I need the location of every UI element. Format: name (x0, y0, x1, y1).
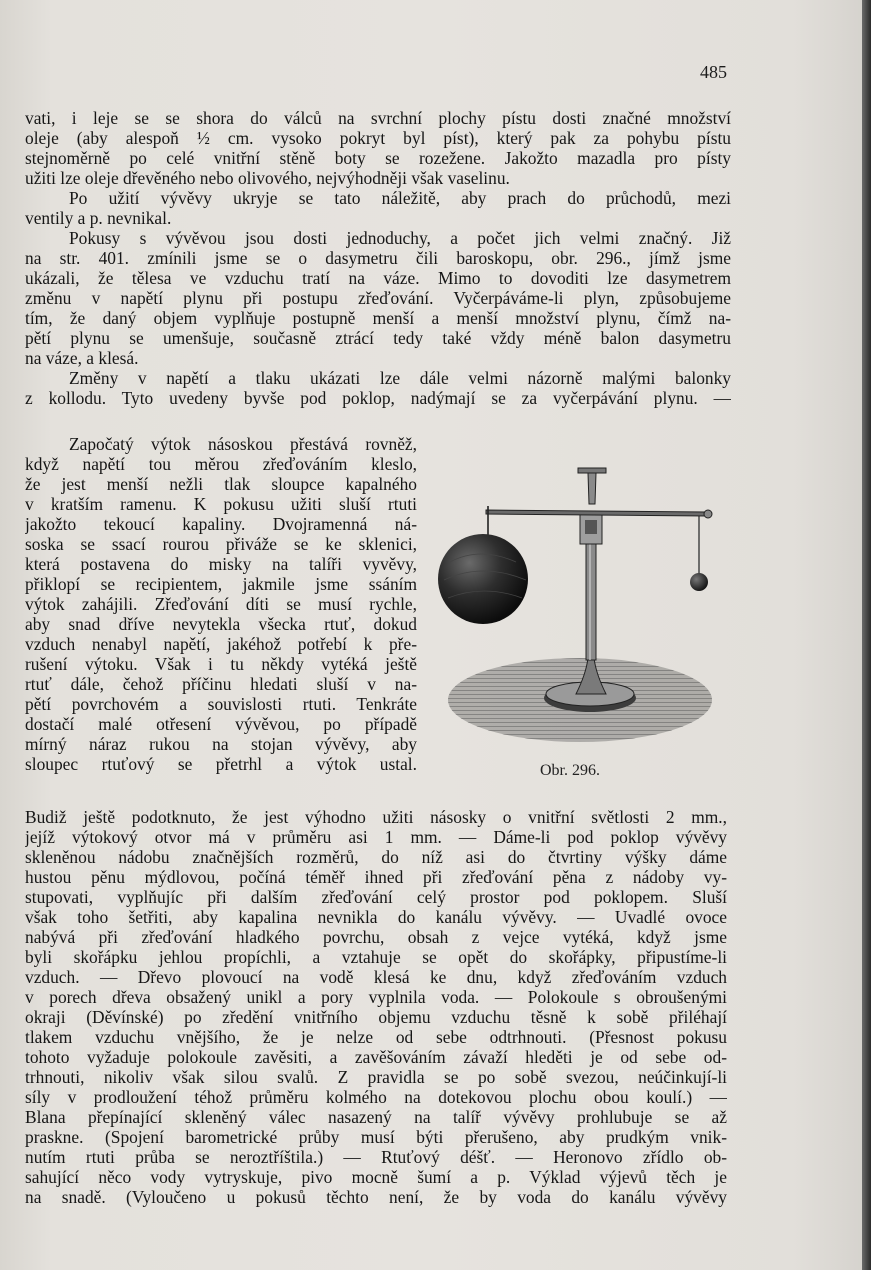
text-line: ventily a p. nevnikal. (25, 208, 172, 228)
text-line: vzduch. — Dřevo plovoucí na vodě klesá ke dnu, když zřeďováním vzduch (25, 967, 727, 987)
text-line: že jest menší nežli tlak sloupce kapalného (25, 474, 417, 494)
text-line: na str. 401. zmínili jsme se o dasymetru čili baroskopu, obr. 296., jímž jsme (25, 248, 731, 268)
text-line: skleněnou nádobu značnějších rozměrů, do níž asi do čtvrtiny výšky dáme (25, 847, 727, 867)
dasymeter-drawing (430, 462, 730, 762)
text-line: v porech dřeva obsažený unikl a pory vyplnila voda. — Polokoule s obroušenými (25, 987, 727, 1007)
dasymeter-illustration (430, 462, 730, 782)
top-text-block (25, 108, 731, 408)
text-line: stejnoměrně po celé vnitřní stěně boty se rozežene. Jakožto mazadla pro písty (25, 148, 731, 168)
figure-caption: Obr. 296. (540, 762, 600, 779)
text-line: sloupec rtuťový se přetrhl a výtok ustal. (25, 754, 417, 774)
text-line: na snadě. (Vyloučeno u pokusů těchto není, že by voda do kanálu vývěvy (25, 1187, 727, 1207)
text-line: z kollodu. Tyto uvedeny byvše pod poklop, nadýmají se za vyčerpávání plynu. — (25, 388, 731, 408)
text-line: jakožto tekoucí kapaliny. Dvojramenná ná- (25, 514, 417, 534)
page-edge-shadow (862, 0, 871, 1270)
text-line: vati, i leje se se shora do válců na svrchní plochy pístu dosti značné množství (25, 108, 731, 128)
text-line: Pokusy s vývěvou jsou dosti jednoduchy, a počet jich velmi značný. Již (69, 228, 731, 248)
text-line: tím, že daný objem vyplňuje postupně menší a menší množství plynu, čímž na- (25, 308, 731, 328)
page-number: 485 (700, 62, 727, 82)
left-text-block (25, 434, 417, 774)
text-line: tohoto vyžaduje polokoule zavěsiti, a zavěšováním závaží hleděti je od sebe od- (25, 1047, 727, 1067)
text-line: rušení výtoku. Však i tu někdy vytéká ještě (25, 654, 417, 674)
text-line: Započatý výtok násoskou přestává rovněž, (69, 434, 417, 454)
text-line: Změny v napětí a tlaku ukázati lze dále velmi názorně malými balonky (69, 368, 731, 388)
text-line: vzduch nenabyl napětí, jakéhož potřebí k pře- (25, 634, 417, 654)
text-line: aby snad dříve nevytekla všecka rtuť, dokud (25, 614, 417, 634)
text-line: Budiž ještě podotknuto, že jest výhodno užiti násosky o vnitřní světlosti 2 mm., (25, 807, 727, 827)
text-line: okraji (Děvínské) po zředění vnitřního objemu vzduchu těsně k sobě přiléhají (25, 1007, 727, 1027)
text-line: trhnouti, nikoliv však silou svalů. Z pravidla se po sobě svezou, neúčinkují-li (25, 1067, 727, 1087)
text-line: užiti lze oleje dřevěného nebo olivového, nejvýhodněji však vaselinu. (25, 168, 510, 188)
text-line: ukázali, že tělesa ve vzduchu tratí na váze. Mimo to dovoditi lze dasymetrem (25, 268, 731, 288)
text-line: však toho šetřiti, aby kapalina nevnikla do kanálu vývěvy. — Uvadlé ovoce (25, 907, 727, 927)
text-line: nutím rtuti průba se neroztříštila.) — Rtuťový déšť. — Heronovo zřídlo ob- (25, 1147, 727, 1167)
text-line: Blana přepínající skleněný válec nasazený na talíř vývěvy prohlubuje se až (25, 1107, 727, 1127)
text-line: hustou pěnu mýdlovou, počíná téměř ihned při zřeďování pěna z nádoby vy- (25, 867, 727, 887)
text-line: praskne. (Spojení barometrické průby musí býti přerušeno, aby prudkým vnik- (25, 1127, 727, 1147)
text-line: změnu v napětí plynu při postupu zřeďování. Vyčerpáváme-li plyn, způsobujeme (25, 288, 731, 308)
text-line: rtuť dále, čehož příčinu hledati sluší v na- (25, 674, 417, 694)
bottom-text-block (25, 807, 727, 1207)
text-line: v kratším ramenu. K pokusu užiti sluší rtuti (25, 494, 417, 514)
text-line: na váze, a klesá. (25, 348, 139, 368)
text-line: oleje (aby alespoň ½ cm. vysoko pokryt byl píst), který pak za pohybu pístu (25, 128, 731, 148)
text-line: přiklopí se recipientem, jakmile jsme ssáním (25, 574, 417, 594)
text-line: pětí povrchovém a souvislosti rtuti. Tenkráte (25, 694, 417, 714)
text-line: sahující něco vody vytryskuje, pivo mocně šumí a p. Výklad výjevů těch je (25, 1167, 727, 1187)
text-line: stupovati, vyplňujíc při dalším zřeďování celý prostor pod poklopem. Sluší (25, 887, 727, 907)
text-line: dostačí malé otřesení vývěvou, po případě (25, 714, 417, 734)
text-line: mírný náraz rukou na stojan vývěvy, aby (25, 734, 417, 754)
text-line: byli skořápku jehlou propíchli, a vztahuje se opět do skořápky, připustíme-li (25, 947, 727, 967)
text-line: pětí plynu se umenšuje, současně ztrácí tedy také vždy méně balon dasymetru (25, 328, 731, 348)
text-line: tlakem vzduchu vnějšího, že je nelze od sebe odtrhnouti. (Přesnost pokusu (25, 1027, 727, 1047)
text-line: nabývá při zřeďování hladkého povrchu, obsah z vejce vytéká, když jsme (25, 927, 727, 947)
text-line: která postavena do misky na talíři vyvěvy, (25, 554, 417, 574)
text-line: výtok zahájili. Zřeďování díti se musí rychle, (25, 594, 417, 614)
text-line: jejíž výtokový otvor má v průměru asi 1 mm. — Dáme-li pod poklop vývěvy (25, 827, 727, 847)
text-line: soska se ssací rourou přiváže se ke sklenici, (25, 534, 417, 554)
text-line: Po užití vývěvy ukryje se tato náležitě, aby prach do průchodů, mezi (69, 188, 731, 208)
text-line: síly v prodloužení téhož průměru kolmého na dotekovou plochu obou koulí.) — (25, 1087, 727, 1107)
text-line: když napětí tou měrou zřeďováním kleslo, (25, 454, 417, 474)
